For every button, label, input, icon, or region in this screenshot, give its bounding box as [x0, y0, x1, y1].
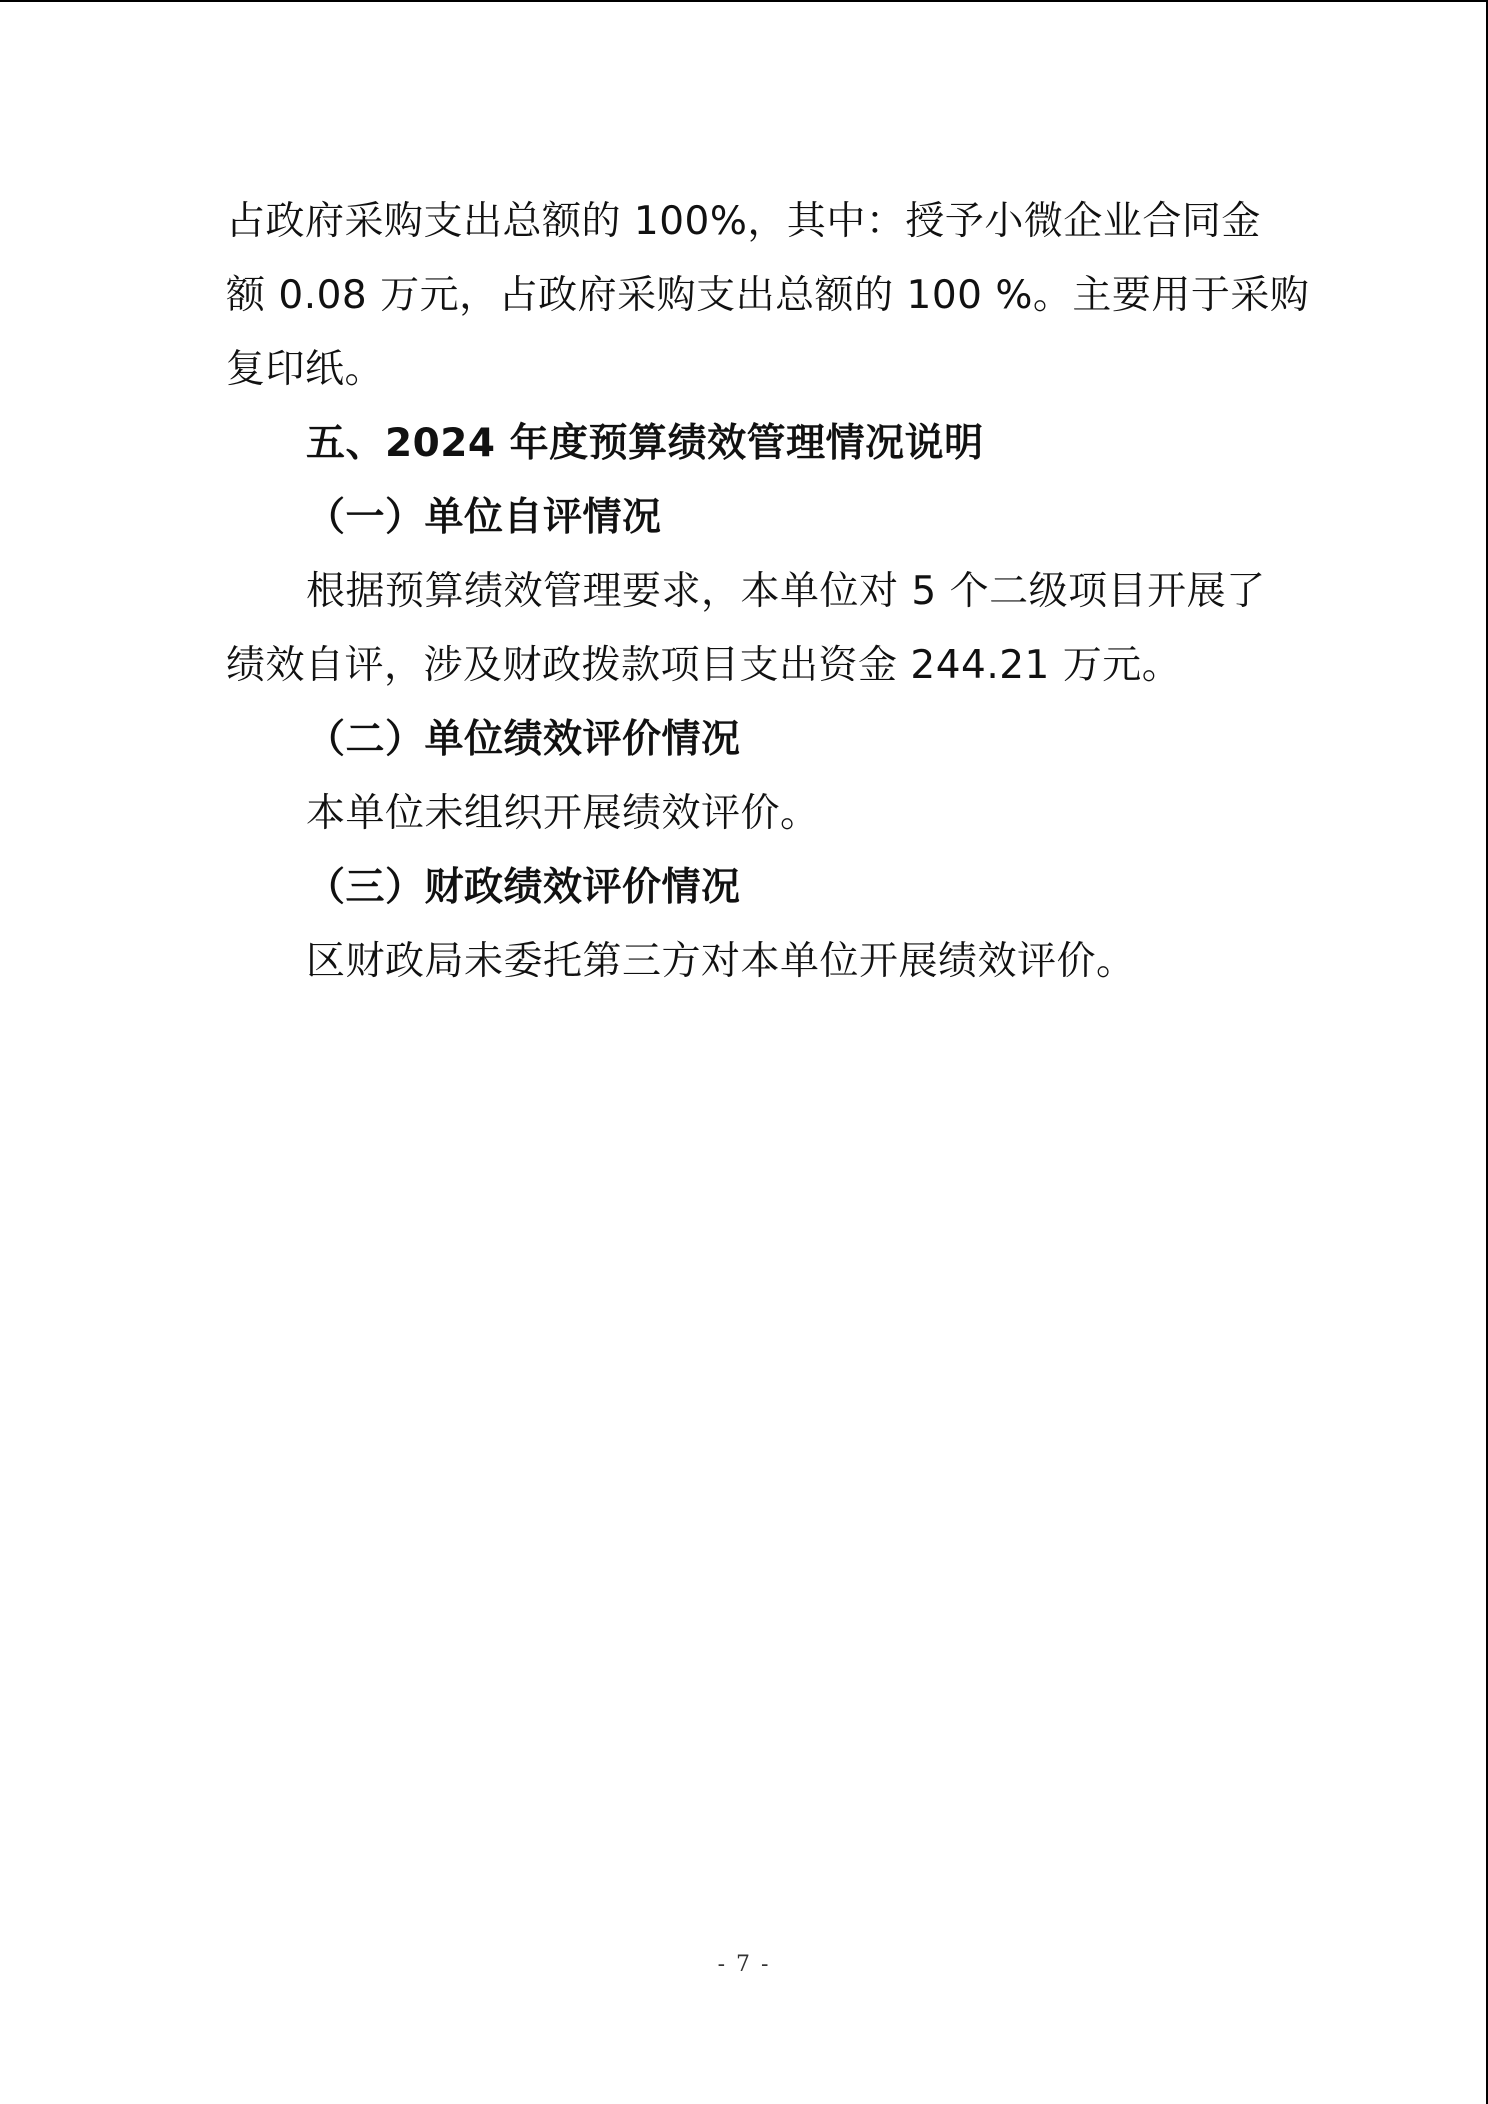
body-text-line: 区财政局未委托第三方对本单位开展绩效评价。: [306, 939, 1136, 984]
page-border-top: [0, 0, 1488, 2]
subsection-heading: （一）单位自评情况: [306, 495, 662, 540]
body-text-line: 本单位未组织开展绩效评价。: [306, 791, 820, 836]
body-text-line: 根据预算绩效管理要求，本单位对 5 个二级项目开展了: [306, 569, 1266, 614]
document-body: [226, 185, 1310, 999]
page-number: - 7 -: [717, 1952, 771, 1977]
subsection-heading: （三）财政绩效评价情况: [306, 865, 741, 910]
section-heading: 五、2024 年度预算绩效管理情况说明: [306, 421, 984, 466]
body-text-line: 额 0.08 万元，占政府采购支出总额的 100 %。主要用于采购: [226, 273, 1310, 318]
subsection-heading: （二）单位绩效评价情况: [306, 717, 741, 762]
body-text-line: 绩效自评，涉及财政拨款项目支出资金 244.21 万元。: [226, 643, 1182, 688]
body-text-line: 复印纸。: [226, 347, 385, 392]
body-text-line: 占政府采购支出总额的 100%，其中：授予小微企业合同金: [226, 199, 1261, 244]
